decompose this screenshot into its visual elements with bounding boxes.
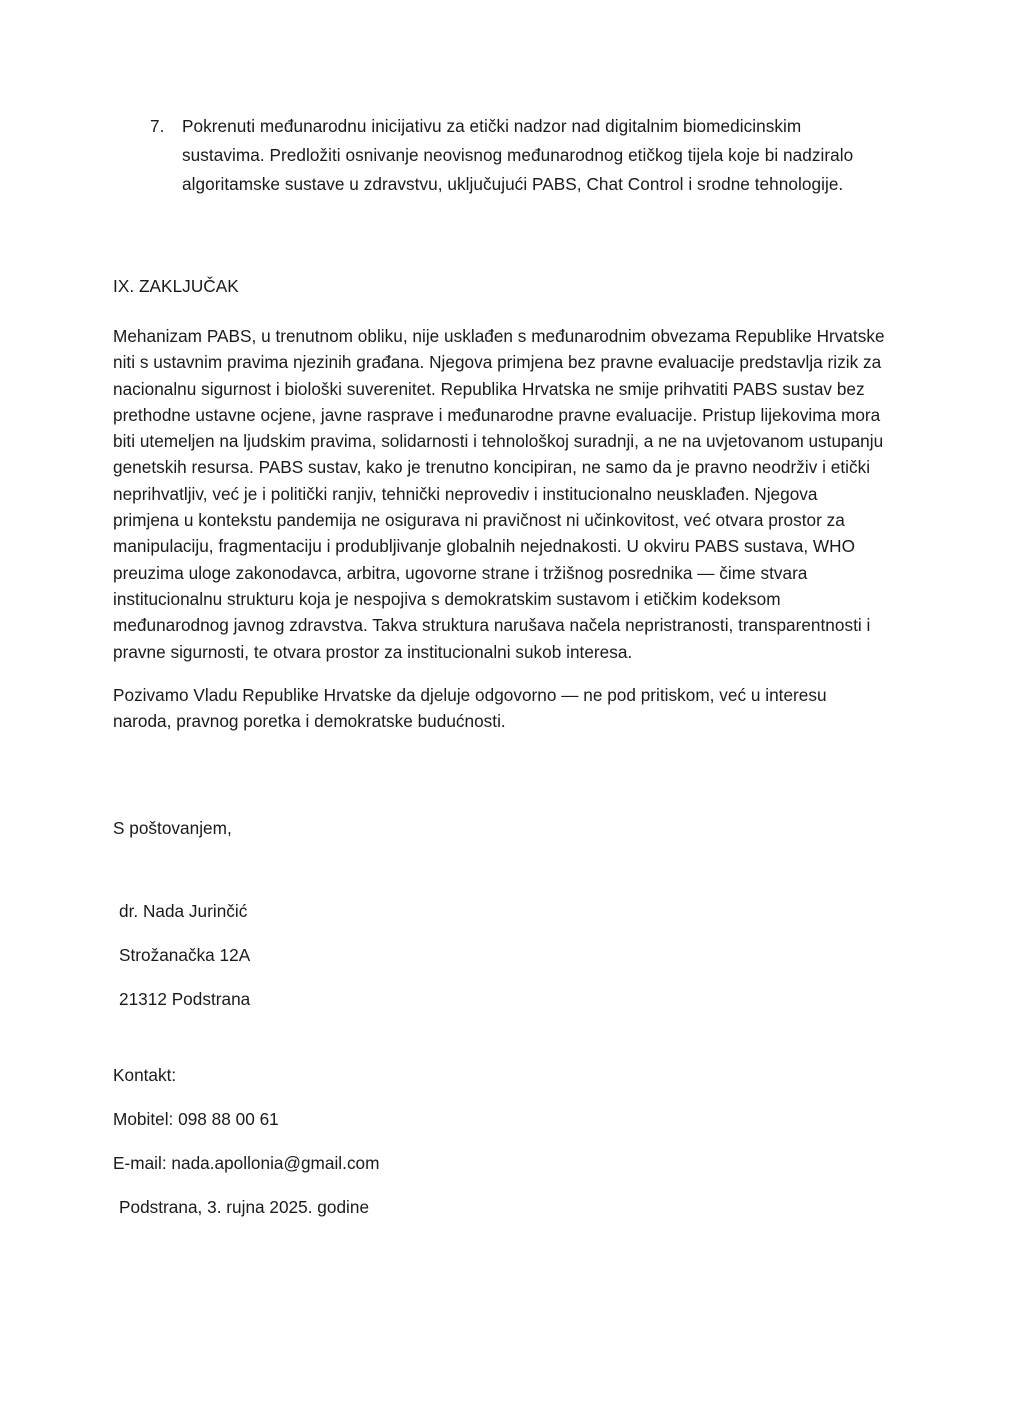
- document-content: [113, 112, 888, 1220]
- signer-name: dr. Nada Jurinčić: [119, 901, 248, 922]
- list-item-marker: 7.: [150, 116, 165, 136]
- spacer: [113, 734, 888, 815]
- conclusion-paragraph: Mehanizam PABS, u trenutnom obliku, nije usklađen s međunarodnim obvezama Republike Hrvatske niti s ustavnim pravima njezinih građana. Njegova primjena bez pravne evaluacije predstavlja rizik za nacionalnu sigurnost i biološki suverenitet. Republika Hrvatska ne smije prihvatiti PABS sustav bez prethodne ustavne ocjene, javne rasprave i međunarodne pravne evaluacije. Pristup lijekovima mora biti utemeljen na ljudskim pravima, solidarnosti i tehnološkoj suradnji, a ne na uvjetovanom ustupanju genetskih resursa. PABS sustav, kako je trenutno koncipiran, ne samo da je pravno neodrživ i etički neprihvatljiv, već je i politički ranjiv, tehnički neprovediv i institucionalno neusklađen. Njegova primjena u kontekstu pandemija ne osigurava ni pravičnost ni učinkovitost, već otvara prostor za manipulaciju, fragmentaciju i produbljivanje globalnih nejednakosti. U okviru PABS sustava, WHO preuzima uloge zakonodavca, arbitra, ugovorne strane i tržišnog posrednika — čime stvara institucionalnu strukturu koja je nespojiva s demokratskim sustavom i etičkim kodeksom međunarodnog javnog zdravstva. Takva struktura narušava načela nepristranosti, transparentnosti i pravne sigurnosti, te otvara prostor za institucionalni sukob interesa.: [113, 326, 885, 662]
- list-item-text: Pokrenuti međunarodnu inicijativu za etički nadzor nad digitalnim biomedicinskim sustavima. Predložiti osnivanje neovisnog međunarodnog etičkog tijela koje bi nadziralo algoritamske sustave u zdravstvu, uključujući PABS, Chat Control i srodne tehnologije.: [182, 116, 854, 194]
- spacer: [113, 299, 888, 323]
- numbered-list: [113, 112, 888, 199]
- place-and-date: Podstrana, 3. rujna 2025. godine: [119, 1197, 370, 1218]
- appeal-paragraph: Pozivamo Vladu Republike Hrvatske da djeluje odgovorno — ne pod pritiskom, već u interesu naroda, pravnog poretka i demokratske budućnosti.: [113, 684, 827, 732]
- spacer: [113, 1012, 888, 1062]
- list-item: [113, 112, 888, 199]
- section-heading: IX. ZAKLJUČAK: [113, 276, 239, 296]
- spacer: [113, 199, 888, 273]
- closing-salutation: S poštovanjem,: [113, 818, 232, 839]
- signature-address-block: [113, 898, 888, 1012]
- spacer: [113, 665, 888, 682]
- contact-label: Kontakt:: [113, 1065, 177, 1086]
- contact-email: E-mail: nada.apollonia@gmail.com: [113, 1153, 380, 1174]
- contact-mobile: Mobitel: 098 88 00 61: [113, 1109, 279, 1130]
- spacer: [113, 841, 888, 898]
- signer-city: 21312 Podstrana: [119, 989, 251, 1010]
- contact-block: [113, 1062, 888, 1220]
- signer-street: Strožanačka 12A: [119, 945, 251, 966]
